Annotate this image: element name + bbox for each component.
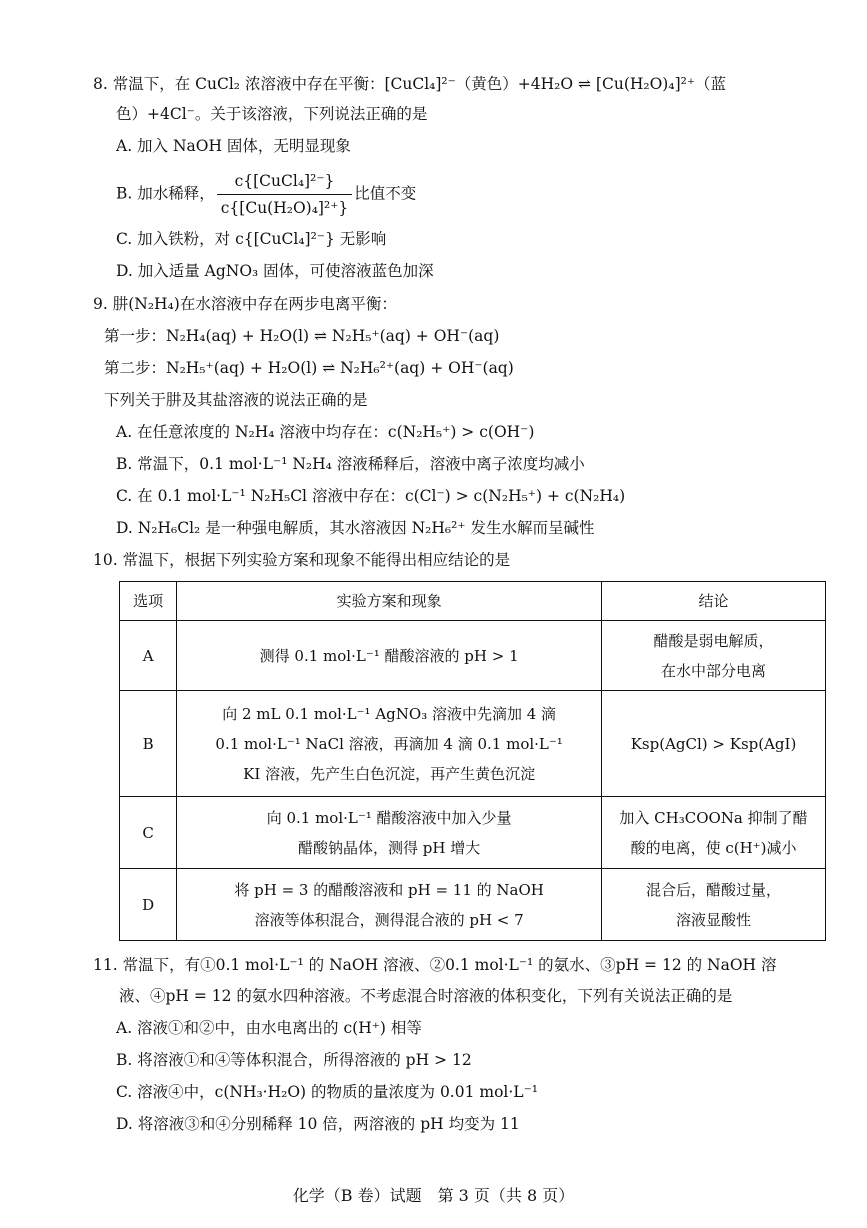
plan-line: 醋酸钠晶体，测得 pH 增大 [298,838,481,857]
row-conclusion [602,869,826,941]
conclusion-line: Ksp(AgCl) > Ksp(AgI) [630,734,797,753]
q8-option-b [116,170,416,219]
row-plan [177,797,602,869]
conclusion-line: 醋酸是弱电解质， [653,631,774,650]
q11-option-d: D. 将溶液③和④分别稀释 10 倍，两溶液的 pH 均变为 11 [116,1115,520,1133]
q9-option-c: C. 在 0.1 mol·L⁻¹ N₂H₅Cl 溶液中存在：c(Cl⁻) > c(N₂H₅⁺) + c(N₂H₄) [116,487,626,505]
row-conclusion [602,691,826,797]
fraction-denominator: c{[Cu(H₂O)₄]²⁺} [220,199,349,217]
row-conclusion [602,797,826,869]
q9-step1: 第一步：N₂H₄(aq) + H₂O(l) ⇌ N₂H₅⁺(aq) + OH⁻(aq) [104,327,500,345]
table-row [120,869,826,941]
row-conclusion [602,621,826,691]
row-plan [177,869,602,941]
row-plan [177,621,602,691]
plan-line: 测得 0.1 mol·L⁻¹ 醋酸溶液的 pH > 1 [259,646,519,665]
row-plan [177,691,602,797]
q8-option-d: D. 加入适量 AgNO₃ 固体，可使溶液蓝色加深 [116,262,434,280]
experiment-table [119,581,826,941]
conclusion-line: 酸的电离，使 c(H⁺)减小 [630,838,797,857]
q10-stem: 10. 常温下，根据下列实验方案和现象不能得出相应结论的是 [93,551,511,569]
q11-stem-line2: 液、④pH = 12 的氨水四种溶液。不考虑混合时溶液的体积变化，下列有关说法正确的是 [119,987,733,1005]
header-plan: 实验方案和现象 [177,582,602,621]
header-conclusion: 结论 [602,582,826,621]
conclusion-line: 在水中部分电离 [661,661,767,680]
plan-line: 溶液等体积混合，测得混合液的 pH < 7 [254,910,524,929]
q9-stem: 9. 肼(N₂H₄)在水溶液中存在两步电离平衡： [93,295,397,313]
plan-line: 将 pH = 3 的醋酸溶液和 pH = 11 的 NaOH [234,880,544,899]
row-option: D [120,869,177,941]
page-footer: 化学（B 卷）试题 第 3 页（共 8 页） [292,1186,575,1205]
q9-prompt: 下列关于肼及其盐溶液的说法正确的是 [104,391,368,409]
q9-option-d: D. N₂H₆Cl₂ 是一种强电解质，其水溶液因 N₂H₆²⁺ 发生水解而呈碱性 [116,519,595,537]
q9-step2: 第二步：N₂H₅⁺(aq) + H₂O(l) ⇌ N₂H₆²⁺(aq) + OH⁻(aq) [104,359,514,377]
table-row [120,797,826,869]
q11-option-b: B. 将溶液①和④等体积混合，所得溶液的 pH > 12 [116,1051,472,1069]
q11-option-c: C. 溶液④中，c(NH₃·H₂O) 的物质的量浓度为 0.01 mol·L⁻¹ [116,1083,538,1101]
conclusion-line: 混合后，醋酸过量， [646,880,782,899]
q8-option-a: A. 加入 NaOH 固体，无明显现象 [116,137,351,155]
conclusion-line: 溶液显酸性 [676,910,752,929]
table-header-row [120,582,826,621]
q8-option-b-suffix: 比值不变 [354,184,417,203]
plan-line: 向 2 mL 0.1 mol·L⁻¹ AgNO₃ 溶液中先滴加 4 滴 [222,704,557,723]
q8-option-b-fraction [217,170,352,219]
conclusion-line: 加入 CH₃COONa 抑制了醋 [619,808,808,827]
row-option: A [120,621,177,691]
q11-stem-line1: 11. 常温下，有①0.1 mol·L⁻¹ 的 NaOH 溶液、②0.1 mol·L⁻¹ 的氨水、③pH = 12 的 NaOH 溶 [93,956,777,974]
table-row [120,691,826,797]
plan-line: 0.1 mol·L⁻¹ NaCl 溶液，再滴加 4 滴 0.1 mol·L⁻¹ [215,734,563,753]
header-option: 选项 [120,582,177,621]
row-option: C [120,797,177,869]
q9-option-b: B. 常温下，0.1 mol·L⁻¹ N₂H₄ 溶液稀释后，溶液中离子浓度均减小 [116,455,585,473]
q9-option-a: A. 在任意浓度的 N₂H₄ 溶液中均存在：c(N₂H₅⁺) > c(OH⁻) [116,423,535,441]
q11-option-a: A. 溶液①和②中，由水电离出的 c(H⁺) 相等 [116,1019,422,1037]
q8-option-c: C. 加入铁粉，对 c{[CuCl₄]²⁻} 无影响 [116,230,387,248]
q8-option-b-prefix: B. 加水稀释， [116,184,215,203]
q8-stem-line1: 8. 常温下，在 CuCl₂ 浓溶液中存在平衡：[CuCl₄]²⁻（黄色）+4H₂O ⇌ [Cu(H₂O)₄]²⁺（蓝 [93,75,727,93]
table-row [120,621,826,691]
row-option: B [120,691,177,797]
plan-line: 向 0.1 mol·L⁻¹ 醋酸溶液中加入少量 [266,808,512,827]
q8-stem-line2: 色）+4Cl⁻。关于该溶液，下列说法正确的是 [116,105,428,123]
fraction-numerator: c{[CuCl₄]²⁻} [217,170,352,195]
plan-line: KI 溶液，先产生白色沉淀，再产生黄色沉淀 [243,764,536,783]
